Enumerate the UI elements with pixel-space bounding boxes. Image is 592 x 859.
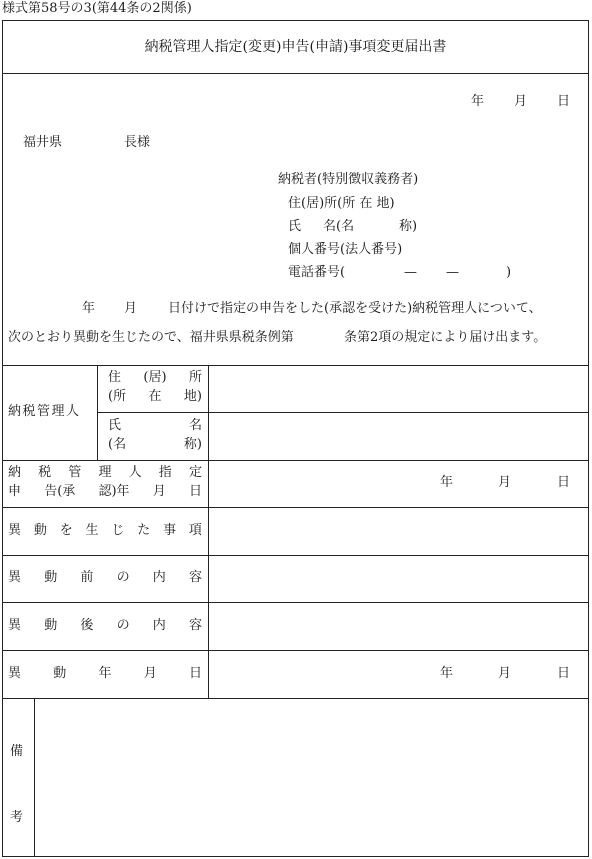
label-part: 管 — [68, 465, 82, 480]
label-part: 定 — [188, 465, 202, 480]
change-date-field[interactable] — [209, 651, 589, 698]
label-part: 理 — [98, 465, 112, 480]
taxpayer-heading: 納税者(特別徴収義務者) — [278, 172, 419, 187]
designation-day-label: 日 — [557, 475, 571, 490]
body-month-label: 月 — [124, 301, 138, 316]
body-year-label: 年 — [82, 301, 96, 316]
label-char: 容 — [188, 570, 202, 585]
label-part: 名 — [188, 418, 202, 433]
label-char: 異 — [8, 570, 22, 585]
designation-date-label-line1 — [8, 465, 202, 481]
label-char: 動 — [33, 523, 47, 538]
manager-address-label-line2 — [108, 389, 202, 405]
taxpayer-address-label: 住(居)所(所 在 地) — [288, 196, 395, 211]
taxpayer-name-label-c: 称) — [399, 219, 418, 234]
label-char: 日 — [188, 666, 202, 681]
form-title: 納税管理人指定(変更)申告(申請)事項変更届出書 — [144, 39, 447, 55]
after-change-field[interactable] — [209, 603, 589, 650]
label-part: 指 — [158, 465, 172, 480]
label-char: 内 — [152, 618, 166, 633]
label-part: 人 — [128, 465, 142, 480]
manager-name-label-line1 — [108, 418, 202, 434]
label-char: 内 — [152, 570, 166, 585]
date-month-label: 月 — [514, 94, 528, 109]
designation-date-label-line2 — [8, 484, 202, 500]
body-text-line2b: 条第2項の規定により届け出ます。 — [344, 330, 547, 345]
label-part: (名 — [108, 437, 127, 452]
label-part: 申 — [8, 484, 22, 499]
label-char: じ — [111, 523, 125, 538]
label-part: 月 — [152, 484, 166, 499]
label-char: 前 — [80, 570, 94, 585]
label-char: 異 — [8, 618, 22, 633]
designation-year-label: 年 — [440, 475, 454, 490]
label-part: 氏 — [108, 418, 122, 433]
addressee-title: 長様 — [124, 135, 151, 150]
remarks-label-char-2: 考 — [10, 810, 24, 825]
addressee-prefecture: 福井県 — [23, 135, 63, 150]
label-part: 告(承 — [44, 484, 76, 499]
designation-month-label: 月 — [498, 475, 512, 490]
label-part: 日 — [188, 484, 202, 499]
label-char: 年 — [98, 666, 112, 681]
manager-name-field[interactable] — [209, 413, 589, 460]
phone-dash-2: — — [446, 265, 459, 280]
change-item-field[interactable] — [209, 508, 589, 555]
label-part: 納 — [8, 465, 22, 480]
phone-close-paren: ) — [506, 265, 512, 280]
label-part: 所 — [188, 370, 202, 385]
remarks-field[interactable] — [35, 699, 588, 856]
change-date-label — [8, 666, 202, 682]
manager-label: 納税管理人 — [8, 404, 81, 419]
label-char: 動 — [44, 618, 58, 633]
label-char: を — [59, 523, 73, 538]
after-change-label — [8, 618, 202, 634]
label-part: 地) — [183, 389, 202, 404]
label-char: 動 — [44, 570, 58, 585]
label-char: 項 — [188, 523, 202, 538]
label-char: の — [116, 570, 130, 585]
form-number: 様式第58号の3(第44条の2関係) — [2, 1, 192, 16]
body-text-line1: 日付けで指定の申告をした(承認を受けた)納税管理人について、 — [168, 301, 542, 316]
taxpayer-number-label: 個人番号(法人番号) — [288, 242, 403, 257]
label-char: 後 — [80, 618, 94, 633]
label-part: (所 — [108, 389, 127, 404]
phone-dash-1: — — [404, 265, 417, 280]
label-part: 住 — [108, 370, 122, 385]
manager-address-label-line1 — [108, 370, 202, 386]
label-char: 事 — [163, 523, 177, 538]
title-divider — [2, 73, 589, 74]
label-char: 月 — [143, 666, 157, 681]
label-part: 税 — [38, 465, 52, 480]
label-part: 在 — [148, 389, 162, 404]
label-char: 容 — [188, 618, 202, 633]
taxpayer-name-label-a: 氏 — [288, 219, 302, 234]
before-change-field[interactable] — [209, 556, 589, 602]
label-char: た — [137, 523, 151, 538]
designation-date-field[interactable] — [209, 461, 589, 507]
before-change-label — [8, 570, 202, 586]
label-char: 動 — [53, 666, 67, 681]
label-part: 認)年 — [98, 484, 130, 499]
manager-name-label-line2 — [108, 437, 202, 453]
label-char: 異 — [8, 666, 22, 681]
change-item-label — [8, 523, 202, 539]
label-char: 生 — [85, 523, 99, 538]
date-year-label: 年 — [471, 94, 485, 109]
taxpayer-name-label-b: 名(名 — [323, 219, 355, 234]
label-char: 異 — [8, 523, 22, 538]
label-char: の — [116, 618, 130, 633]
date-day-label: 日 — [557, 94, 571, 109]
remarks-label-char-1: 備 — [10, 744, 24, 759]
change-day-label: 日 — [557, 666, 571, 681]
manager-address-field[interactable] — [209, 366, 589, 412]
taxpayer-phone-label: 電話番号( — [288, 265, 346, 280]
change-year-label: 年 — [440, 666, 454, 681]
change-month-label: 月 — [498, 666, 512, 681]
label-part: 称) — [183, 437, 202, 452]
label-part: (居) — [143, 370, 167, 385]
body-text-line2a: 次のとおり異動を生じたので、福井県県税条例第 — [8, 330, 294, 345]
